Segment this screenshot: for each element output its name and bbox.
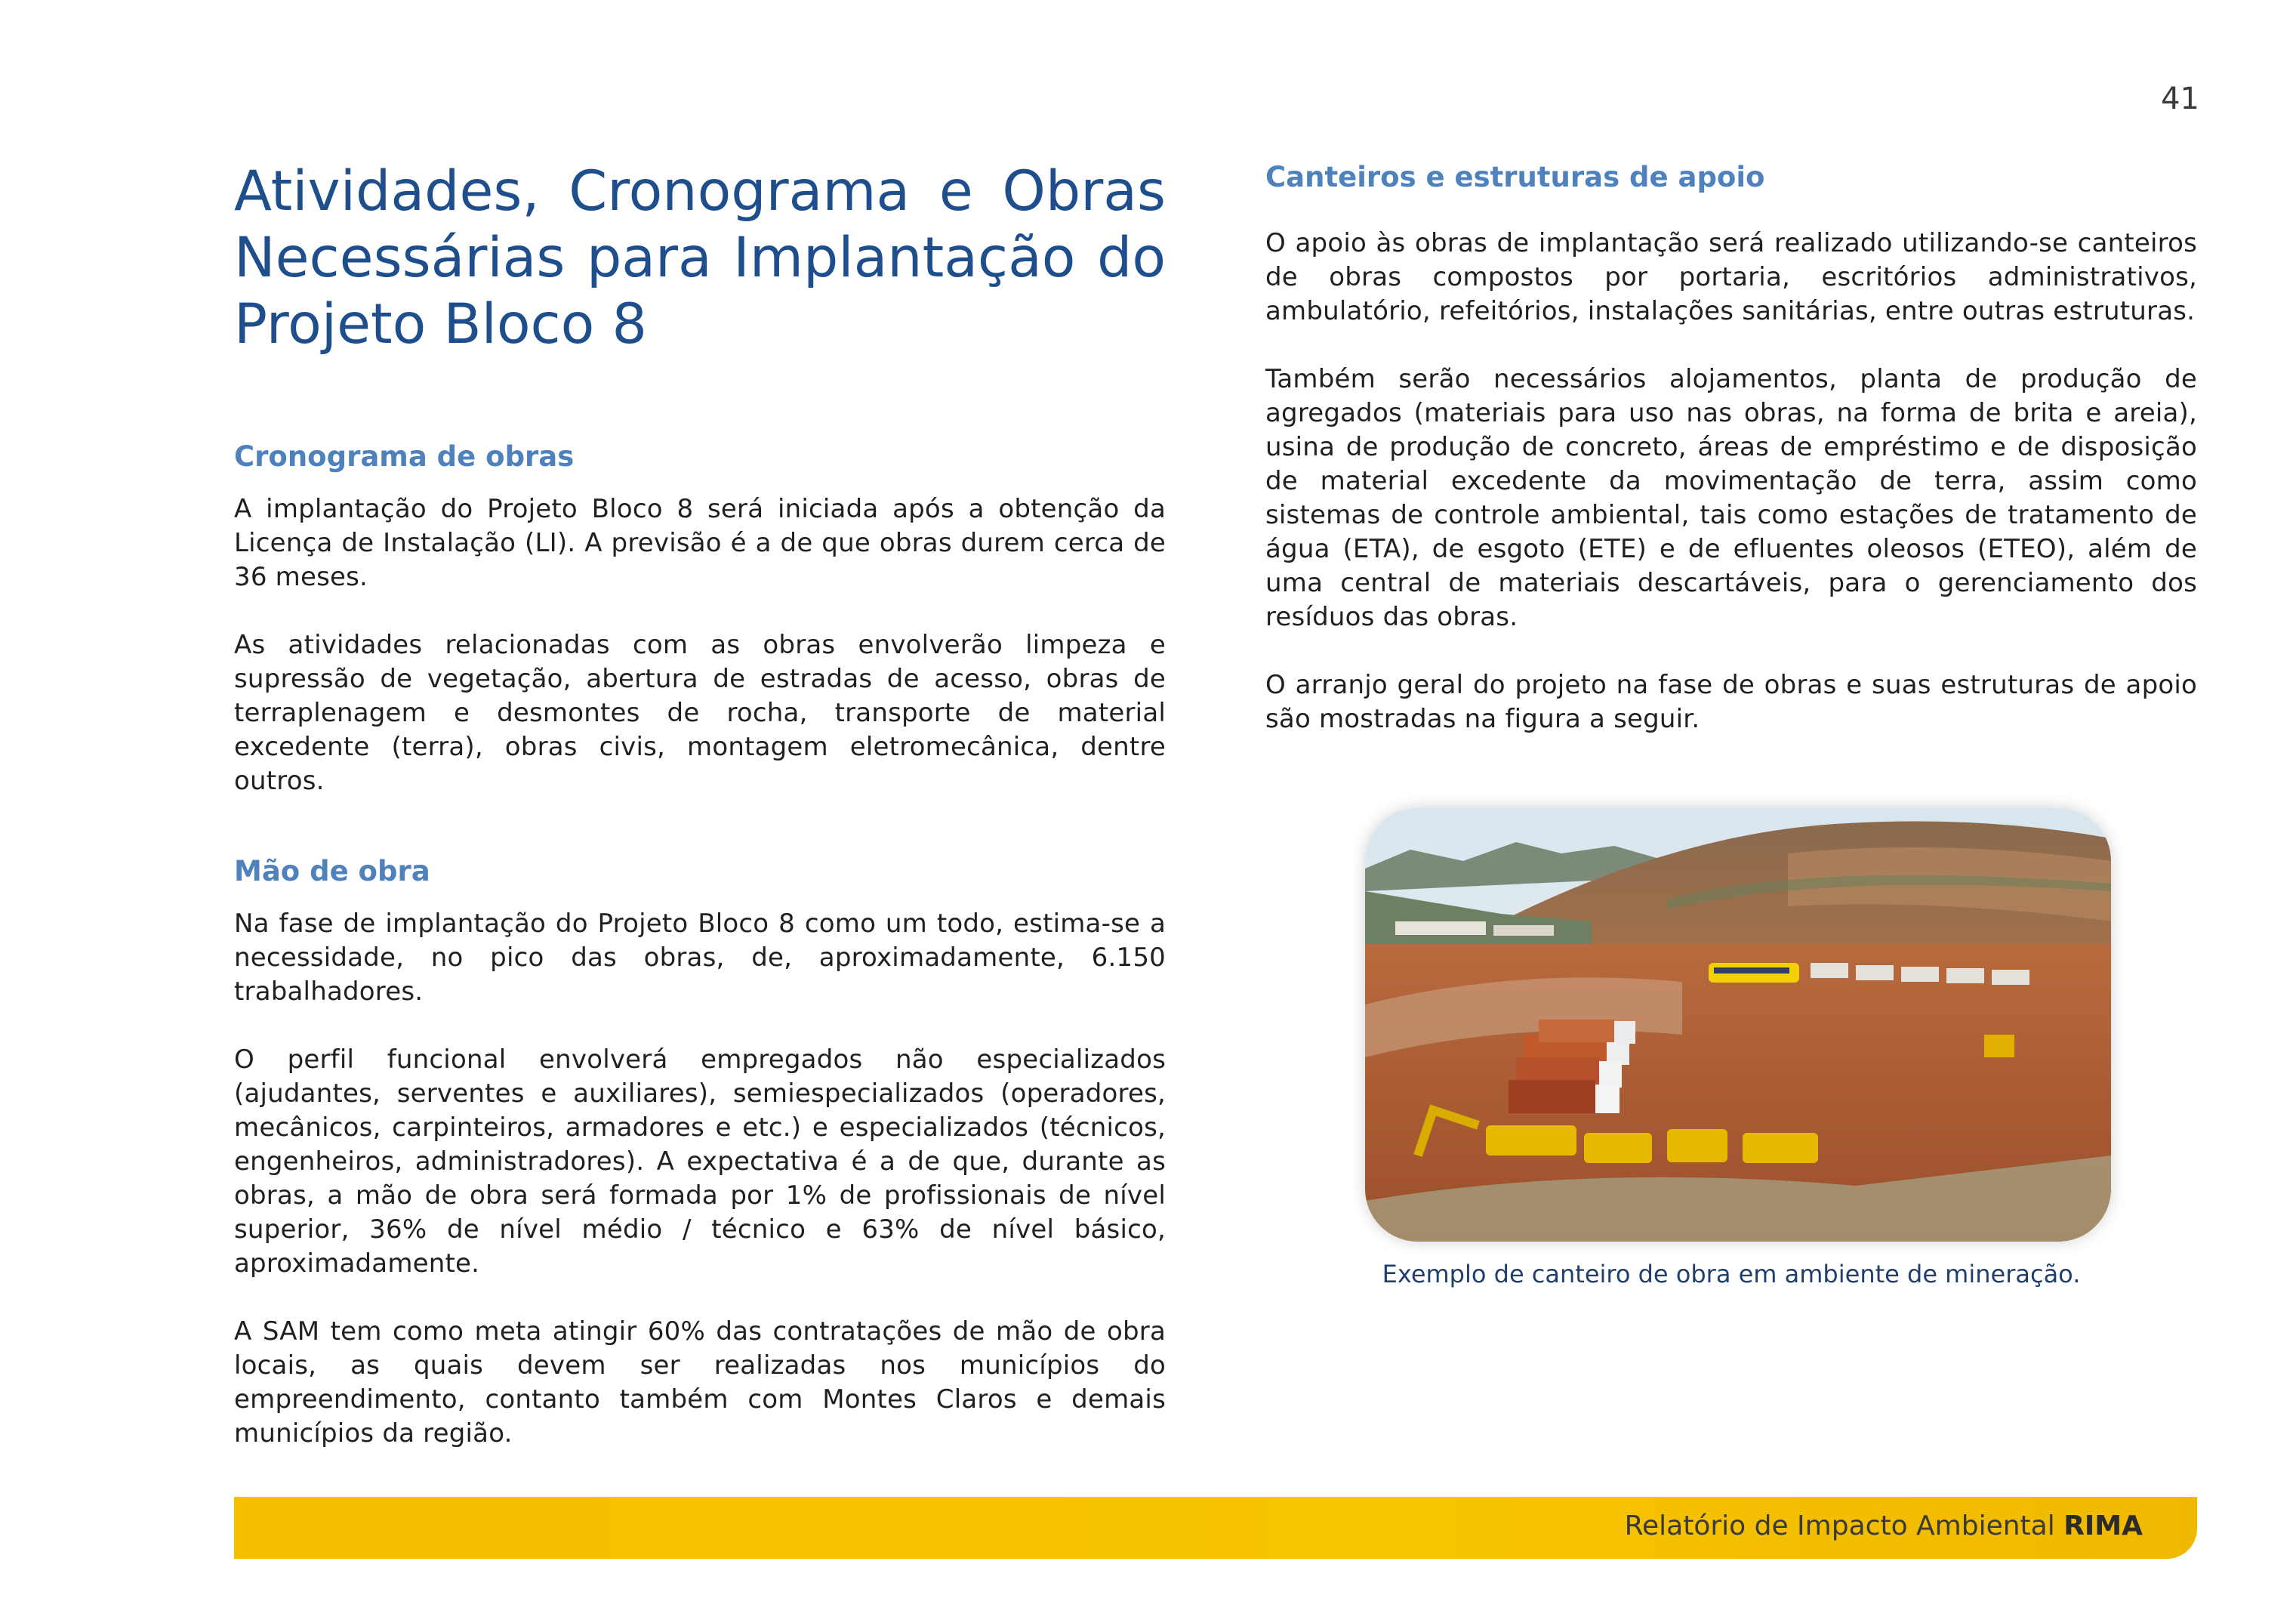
section-heading-canteiros: Canteiros e estruturas de apoio <box>1265 161 1765 193</box>
paragraph: A implantação do Projeto Bloco 8 será iniciada após a obtenção da Licença de Instalação (LI). A previsão é a de que obras durem cerca de 36 meses. <box>234 494 1166 592</box>
page-title: Atividades, Cronograma e Obras Necessárias para Implantação do Projeto Bloco 8 <box>234 159 1166 356</box>
paragraph: O perfil funcional envolverá empregados não especializados (ajudantes, serventes e auxiliares), semiespecializados (operadores, mecânicos, carpinteiros, armadores e etc.) e especializados (técnicos, engenheiros, administradores). A expectativa é a de que, durante as obras, a mão de obra será formada por 1% de profissionais de nível superior, 36% de nível médio / técnico e 63% de nível básico, aproximadamente. <box>234 1044 1166 1279</box>
section-heading-cronograma: Cronograma de obras <box>234 440 575 473</box>
paragraph: A SAM tem como meta atingir 60% das contratações de mão de obra locais, as quais devem ser realizadas nos municípios do empreendimento, contanto também com Montes Claros e demais municípios da região. <box>234 1316 1166 1449</box>
paragraph: Na fase de implantação do Projeto Bloco 8 como um todo, estima-se a necessidade, no pico das obras, de, aproximadamente, 6.150 trabalhadores. <box>234 909 1166 1007</box>
page-number: 41 <box>2161 82 2199 116</box>
footer-label <box>1625 1510 2143 1541</box>
paragraph: Também serão necessários alojamentos, planta de produção de agregados (materiais para uso nas obras, na forma de brita e areia), usina de produção de concreto, áreas de empréstimo e de disposição de material excedente da movimentação de terra, assim como sistemas de controle ambiental, tais como estações de tratamento de água (ETA), de esgoto (ETE) e de efluentes oleosos (ETEO), além de uma central de materiais descartáveis, para o gerenciamento dos resíduos das obras. <box>1265 364 2197 632</box>
construction-site-photo <box>1365 808 2111 1242</box>
footer-rima: RIMA <box>2063 1510 2143 1541</box>
paragraph: As atividades relacionadas com as obras envolverão limpeza e supressão de vegetação, abertura de estradas de acesso, obras de terraplenagem e desmontes de rocha, transporte de material excedente (terra), obras civis, montagem eletromecânica, dentre outros. <box>234 630 1166 796</box>
section-heading-mao-de-obra: Mão de obra <box>234 855 430 887</box>
footer-report-name: Relatório de Impacto Ambiental <box>1624 1510 2055 1541</box>
right-column <box>1265 159 2197 736</box>
paragraph: O apoio às obras de implantação será realizado utilizando-se canteiros de obras compostos por portaria, escritórios administrativos, ambulatório, refeitórios, instalações sanitárias, entre outras estruturas. <box>1265 228 2197 326</box>
figure-caption: Exemplo de canteiro de obra em ambiente de mineração. <box>1382 1260 2081 1288</box>
paragraph: O arranjo geral do projeto na fase de obras e suas estruturas de apoio são mostradas na figura a seguir. <box>1265 670 2197 734</box>
left-column <box>234 159 1166 1451</box>
footer-band <box>234 1497 2197 1559</box>
